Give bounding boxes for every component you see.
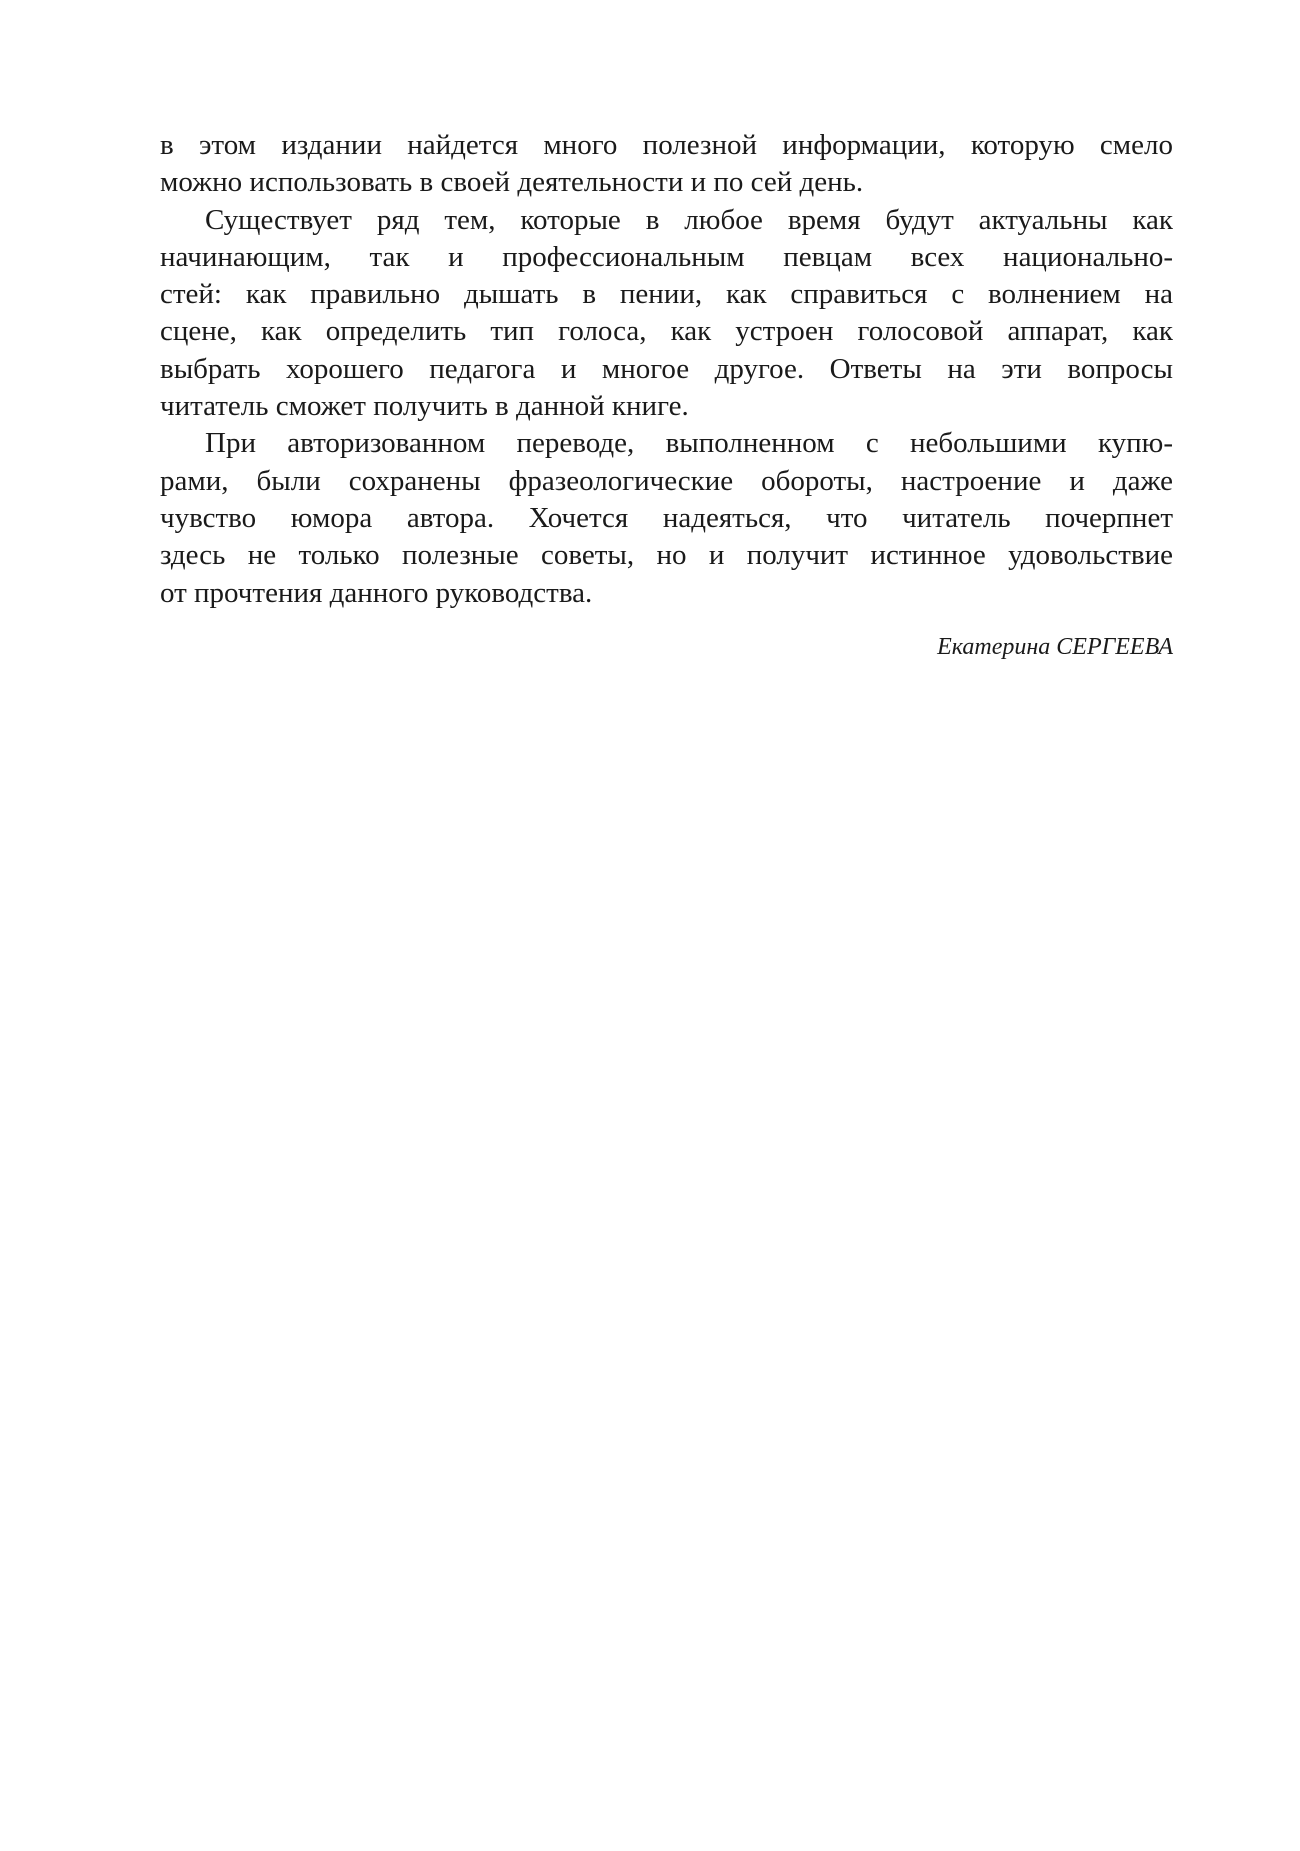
text-line: начинающим, так и профессиональным певцам всех национально-: [160, 240, 1173, 273]
text-line: от прочтения данного руководства.: [160, 576, 593, 609]
text-line: здесь не только полезные советы, но и получит истинное удовольствие: [160, 539, 1173, 572]
text-line: можно использовать в своей деятельности и по сей день.: [160, 166, 864, 199]
text-line: Существует ряд тем, которые в любое время будут актуальны как: [205, 203, 1173, 236]
text-line: стей: как правильно дышать в пении, как справиться с волнением на: [160, 278, 1173, 311]
text-line: При авторизованном переводе, выполненном с небольшими купю-: [205, 427, 1173, 460]
text-line: в этом издании найдется много полезной информации, которую смело: [160, 129, 1173, 161]
text-line: читатель сможет получить в данной книге.: [160, 390, 689, 423]
text-line: чувство юмора автора. Хочется надеяться, что читатель почерпнет: [160, 501, 1173, 534]
body-text: [160, 127, 1173, 612]
text-line: рами, были сохранены фразеологические обороты, настроение и даже: [160, 464, 1173, 497]
text-line: сцене, как определить тип голоса, как устроен голосовой аппарат, как: [160, 315, 1173, 348]
author-signature: Екатерина СЕРГЕЕВА: [937, 634, 1173, 660]
text-line: выбрать хорошего педагога и многое другое. Ответы на эти вопросы: [160, 352, 1173, 385]
